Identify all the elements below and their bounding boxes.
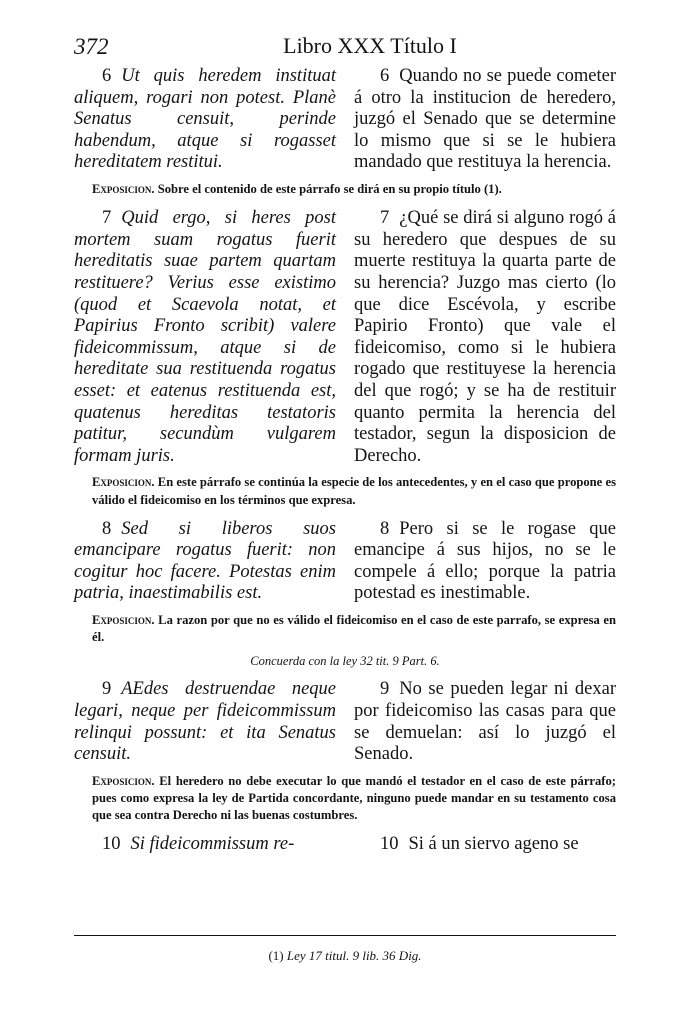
spanish-text: ¿Qué se dirá si alguno rogó á su heredero que despues de su muerte restituya la quarta parte de su herencia? Juzgo mas cierto (lo que dice Escévola, y escribe Papirio Fronto) que vale el fideicomiso, como si le hubiera rogado que restituyese la herencia del que rogó; y se ha de restituir quanto permita la herencia del testador, segun la disposicion de Derecho. [354,208,616,466]
exposicion-label: Exposicion. [92,613,155,628]
section-9 [74,679,616,765]
latin-text: Si fideicommissum re- [130,834,295,855]
spanish-paragraph [354,208,616,467]
exposicion-7 [74,474,616,508]
spanish-paragraph [354,66,616,174]
paragraph-number: 10 [380,834,399,855]
paragraph-number: 10 [102,834,121,855]
spanish-text: Pero si se le rogase que emancipe á sus hijos, no se le compele á ello; porque la patria potestad es inestimable. [354,518,616,604]
section-8 [74,519,616,605]
exposicion-label: Exposicion. [92,475,155,490]
spanish-paragraph [354,519,616,605]
footnote [74,948,616,964]
paragraph-number: 8 [102,518,112,539]
exposicion-text: El heredero no debe executar lo que mandó el testador en el caso de este párrafo; pues como expresa la ley de Partida concordante, ninguno puede mandar en su testamento cosa que sea contra Derecho ni las buenas costumbres. [92,773,616,823]
page-number: 372 [74,34,109,59]
exposicion-6 [74,181,616,198]
exposicion-8 [74,612,616,646]
paragraph-number: 7 [380,208,390,229]
footnote-marker: (1) [268,948,284,963]
latin-text: AEdes destruendae neque legari, neque per fideicommissum relinqui possunt: et ita Senatus censuit. [74,679,336,765]
spanish-text: Quando no se puede cometer á otro la institucion de heredero, juzgó el Senado que se determine lo mismo que si se le hubiera mandado que restituya la herencia. [354,66,616,173]
paragraph-number: 9 [102,679,112,700]
latin-paragraph [74,519,336,605]
running-head: Libro XXX Título I [283,33,457,58]
latin-text: Sed si liberos suos emancipare rogatus fuerit: non cogitur hoc facere. Potestas enim patria, inaestimabilis est. [74,518,336,604]
paragraph-number: 6 [380,66,390,86]
exposicion-9 [74,773,616,825]
latin-paragraph [74,834,336,856]
spanish-paragraph [354,834,616,856]
concordance-note: Concuerda con la ley 32 tit. 9 Part. 6. [250,654,440,669]
paragraph-number: 8 [380,518,390,539]
latin-paragraph [74,679,336,765]
paragraph-number: 9 [380,679,390,700]
paragraph-number: 7 [102,208,112,229]
spanish-text: No se pueden legar ni dexar por fideicomiso las casas para que se demuelan: así lo juzgó el Senado. [354,679,616,765]
exposicion-text: En este párrafo se continúa la especie de los antecedentes, y en el caso que propone es válido el fideicomiso en los términos que expresa. [92,475,616,507]
exposicion-text: Sobre el contenido de este párrafo se dirá en su propio título (1). [157,181,502,196]
section-7 [74,208,616,467]
section-10 [74,834,616,856]
section-6 [74,66,616,174]
exposicion-label: Exposicion. [92,181,155,196]
spanish-text: Si á un siervo ageno se [408,834,579,855]
exposicion-text: La razon por que no es válido el fideicomiso en el caso de este parrafo, se expresa en él. [92,613,616,645]
paragraph-number: 6 [102,66,112,86]
latin-text: Quid ergo, si heres post mortem suam rogatus fuerit hereditatis suae partem quartam restituere? Verius esse existimo (quod et Scaevola notat, et Papirius Fronto scribit) valere fideicommissum, atque si de hereditate sua restituenda rogatus esset: et eatenus restituenda est, quatenus hereditas testatoris patitur, secundùm vulgarem formam juris. [74,208,336,466]
text-body [74,66,616,856]
exposicion-label: Exposicion. [92,773,155,788]
latin-paragraph [74,208,336,467]
spanish-paragraph [354,679,616,765]
footnote-text: Ley 17 titul. 9 lib. 36 Dig. [286,948,422,963]
latin-paragraph [74,66,336,174]
latin-text: Ut quis heredem instituat aliquem, rogari non potest. Planè Senatus censuit, perinde habendum, atque si rogasset hereditatem restitui. [74,66,336,173]
footnote-rule [74,935,616,936]
